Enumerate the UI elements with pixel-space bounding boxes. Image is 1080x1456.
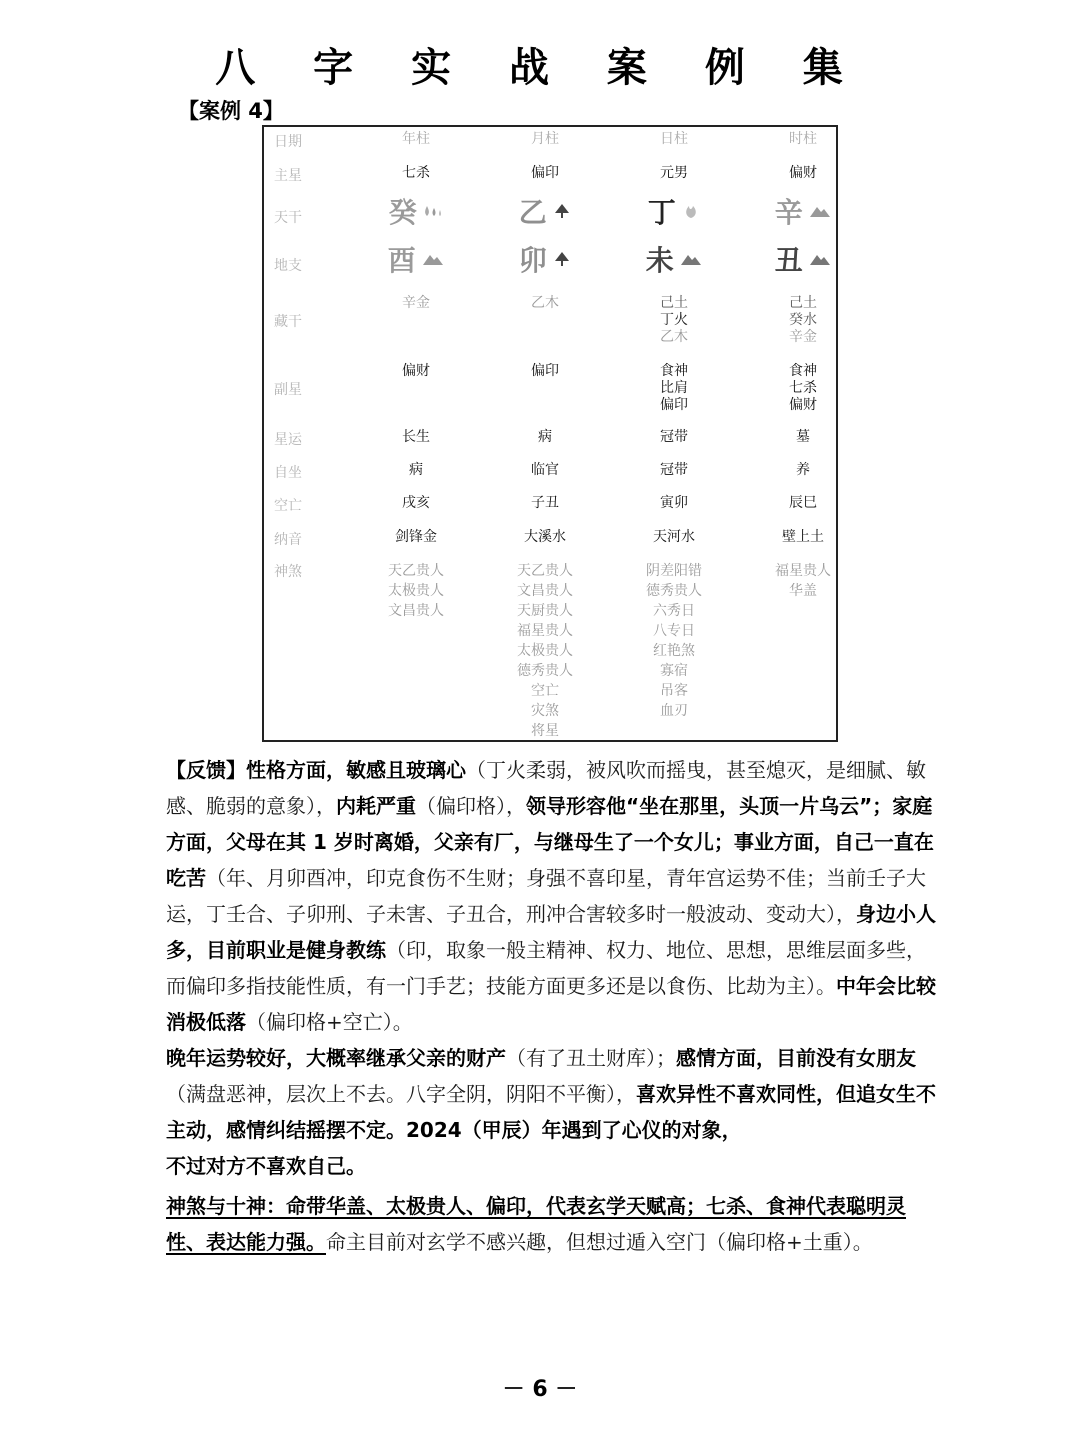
mountain-icon <box>680 252 702 271</box>
summary-underlined: 神煞与十神：命带华盖、太极贵人、偏印，代表玄学天赋高；七杀、食神代表聪明灵性、表达能力强。 <box>166 1194 906 1254</box>
shensha-item: 华盖 <box>789 583 817 599</box>
feedback-paragraph <box>166 752 936 1260</box>
hidden-stem: 乙木 <box>531 295 559 311</box>
hidden-stems-hour <box>743 295 863 346</box>
shensha-item: 德秀贵人 <box>517 663 573 679</box>
void-month: 子丑 <box>531 495 559 511</box>
col-header-hour: 时柱 <box>789 131 817 147</box>
hidden-stem: 己土 <box>660 295 688 311</box>
shensha-item: 天厨贵人 <box>517 603 573 619</box>
stem-day <box>614 197 734 229</box>
branch-hour-char: 丑 <box>774 244 803 277</box>
void-hour: 辰巳 <box>789 495 817 511</box>
branch-hour <box>743 245 863 277</box>
feedback-text: （年、月卯酉冲，印克食伤不生财；身强不喜印星，青年宫运势不佳；当前壬子大运，丁壬合、子卯刑、子未害、子丑合，刑冲合害较多时一般波动、变动大）， <box>166 866 926 926</box>
shensha-year <box>356 561 476 621</box>
feedback-bold: 中年会比较消极低落 <box>166 974 936 1034</box>
shensha-item: 文昌贵人 <box>517 583 573 599</box>
shensha-item: 八专日 <box>653 623 695 639</box>
col-header-month: 月柱 <box>531 131 559 147</box>
sub-star: 偏财 <box>402 363 430 379</box>
branch-day <box>614 245 734 277</box>
branch-day-char: 未 <box>645 244 674 277</box>
hidden-stem: 乙木 <box>660 329 688 345</box>
feedback-text: （有了丑土财库）； <box>506 1046 676 1070</box>
hidden-stems-month <box>485 295 605 312</box>
hidden-stem: 己土 <box>789 295 817 311</box>
stem-day-char: 丁 <box>647 196 676 229</box>
shensha-hour <box>743 561 863 601</box>
water-drops-icon <box>423 204 443 223</box>
sub-star: 食神 <box>789 363 817 379</box>
feedback-bold: 喜欢异性不喜欢同性，但追女生不主动，感情纠结摇摆不定。2024（甲辰）年遇到了心仪的对象， <box>166 1082 936 1142</box>
shensha-item: 吊客 <box>660 683 688 699</box>
sub-star: 比肩 <box>660 380 688 396</box>
main-star-hour: 偏财 <box>789 165 817 181</box>
star-luck-hour: 墓 <box>796 429 810 445</box>
row-label-sub-star: 副星 <box>274 382 302 398</box>
sub-star: 偏财 <box>789 397 817 413</box>
feedback-text: （偏印格+空亡）。 <box>246 1010 413 1034</box>
star-luck-month: 病 <box>538 429 552 445</box>
shensha-item: 寡宿 <box>660 663 688 679</box>
page-number: － 6 － <box>502 1377 578 1402</box>
row-label-shensha: 神煞 <box>274 564 302 580</box>
self-seat-year: 病 <box>409 462 423 478</box>
sub-star: 食神 <box>660 363 688 379</box>
void-day: 寅卯 <box>660 495 688 511</box>
feedback-bold: 内耗严重 <box>336 794 416 818</box>
star-luck-year: 长生 <box>402 429 430 445</box>
main-star-year: 七杀 <box>402 165 430 181</box>
shensha-item: 六秀日 <box>653 603 695 619</box>
page-title: 八 字 实 战 案 例 集 <box>215 44 865 91</box>
flame-icon <box>682 203 700 224</box>
sub-star-month <box>485 363 605 380</box>
main-star-month: 偏印 <box>531 165 559 181</box>
main-star-day: 元男 <box>660 165 688 181</box>
case-label: 【案例 4】 <box>178 99 284 123</box>
mountain-icon <box>422 252 444 271</box>
sub-star-year <box>356 363 476 380</box>
row-label-date: 日期 <box>274 134 302 150</box>
sub-star: 七杀 <box>789 380 817 396</box>
summary-paragraph <box>166 1188 936 1260</box>
branch-month-char: 卯 <box>518 244 547 277</box>
stem-year <box>356 197 476 229</box>
sub-star: 偏印 <box>660 397 688 413</box>
row-label-earthly-branch: 地支 <box>274 258 302 274</box>
row-label-self-seat: 自坐 <box>274 465 302 481</box>
nayin-month: 大溪水 <box>524 529 566 545</box>
branch-year-char: 酉 <box>387 244 416 277</box>
col-header-year: 年柱 <box>402 131 430 147</box>
mountain-icon <box>809 204 831 223</box>
nayin-day: 天河水 <box>653 529 695 545</box>
sub-star-hour <box>743 363 863 414</box>
feedback-text: （偏印格）， <box>416 794 526 818</box>
shensha-item: 福星贵人 <box>517 623 573 639</box>
star-luck-day: 冠带 <box>660 429 688 445</box>
tree-icon <box>553 203 571 224</box>
feedback-bold: 晚年运势较好，大概率继承父亲的财产 <box>166 1046 506 1070</box>
feedback-heading: 【反馈】 <box>166 758 246 782</box>
hidden-stems-day <box>614 295 734 346</box>
feedback-bold: 领导形容他“坐在那里，头顶一片乌云”；家庭方面，父母在其 1 岁时离婚，父亲有厂，与继母生了一个女儿；事业方面，自己一直在吃苦 <box>166 794 934 890</box>
shensha-item: 灾煞 <box>531 703 559 719</box>
hidden-stem: 辛金 <box>789 329 817 345</box>
shensha-item: 血刃 <box>660 703 688 719</box>
row-label-heavenly-stem: 天干 <box>274 210 302 226</box>
shensha-day <box>614 561 734 721</box>
shensha-item: 将星 <box>531 723 559 739</box>
mountain-icon <box>809 252 831 271</box>
hidden-stem: 癸水 <box>789 312 817 328</box>
stem-month <box>485 197 605 229</box>
hidden-stem: 丁火 <box>660 312 688 328</box>
row-label-nayin: 纳音 <box>274 532 302 548</box>
feedback-bold: 不过对方不喜欢自己。 <box>166 1154 366 1178</box>
row-label-void: 空亡 <box>274 498 302 514</box>
shensha-item: 福星贵人 <box>775 563 831 579</box>
sub-star-day <box>614 363 734 414</box>
feedback-text: （印，取象一般主精神、权力、地位、思想，思维层面多些，而偏印多指技能性质，有一门手艺；技能方面更多还是以食伤、比劫为主）。 <box>166 938 926 998</box>
summary-rest: 命主目前对玄学不感兴趣，但想过遁入空门（偏印格+土重）。 <box>326 1230 873 1254</box>
shensha-item: 太极贵人 <box>517 643 573 659</box>
feedback-bold: 身边小人多，目前职业是健身教练 <box>166 902 936 962</box>
shensha-item: 阴差阳错 <box>646 563 702 579</box>
bazi-chart <box>262 125 838 742</box>
col-header-day: 日柱 <box>660 131 688 147</box>
feedback-bold: 感情方面，目前没有女朋友 <box>676 1046 916 1070</box>
shensha-item: 文昌贵人 <box>388 603 444 619</box>
stem-month-char: 乙 <box>518 196 547 229</box>
shensha-item: 红艳煞 <box>653 643 695 659</box>
sub-star: 偏印 <box>531 363 559 379</box>
row-label-hidden-stems: 藏干 <box>274 314 302 330</box>
tree-icon <box>553 251 571 272</box>
nayin-year: 剑锋金 <box>395 529 437 545</box>
nayin-hour: 壁上土 <box>782 529 824 545</box>
shensha-item: 天乙贵人 <box>388 563 444 579</box>
self-seat-month: 临官 <box>531 462 559 478</box>
branch-year <box>356 245 476 277</box>
shensha-item: 天乙贵人 <box>517 563 573 579</box>
branch-month <box>485 245 605 277</box>
feedback-bold: 性格方面，敏感且玻璃心 <box>246 758 466 782</box>
shensha-item: 德秀贵人 <box>646 583 702 599</box>
stem-year-char: 癸 <box>388 196 417 229</box>
row-label-main-star: 主星 <box>274 168 302 184</box>
feedback-text: （丁火柔弱，被风吹而摇曳，甚至熄灭，是细腻、敏感、脆弱的意象）， <box>166 758 926 818</box>
shensha-item: 太极贵人 <box>388 583 444 599</box>
void-year: 戌亥 <box>402 495 430 511</box>
hidden-stems-year <box>356 295 476 312</box>
self-seat-hour: 养 <box>796 462 810 478</box>
shensha-month <box>485 561 605 741</box>
shensha-item: 空亡 <box>531 683 559 699</box>
row-label-star-luck: 星运 <box>274 432 302 448</box>
feedback-text: （满盘恶神，层次上不去。八字全阴，阴阳不平衡）， <box>166 1082 636 1106</box>
self-seat-day: 冠带 <box>660 462 688 478</box>
stem-hour-char: 辛 <box>774 196 803 229</box>
stem-hour <box>743 197 863 229</box>
hidden-stem: 辛金 <box>402 295 430 311</box>
